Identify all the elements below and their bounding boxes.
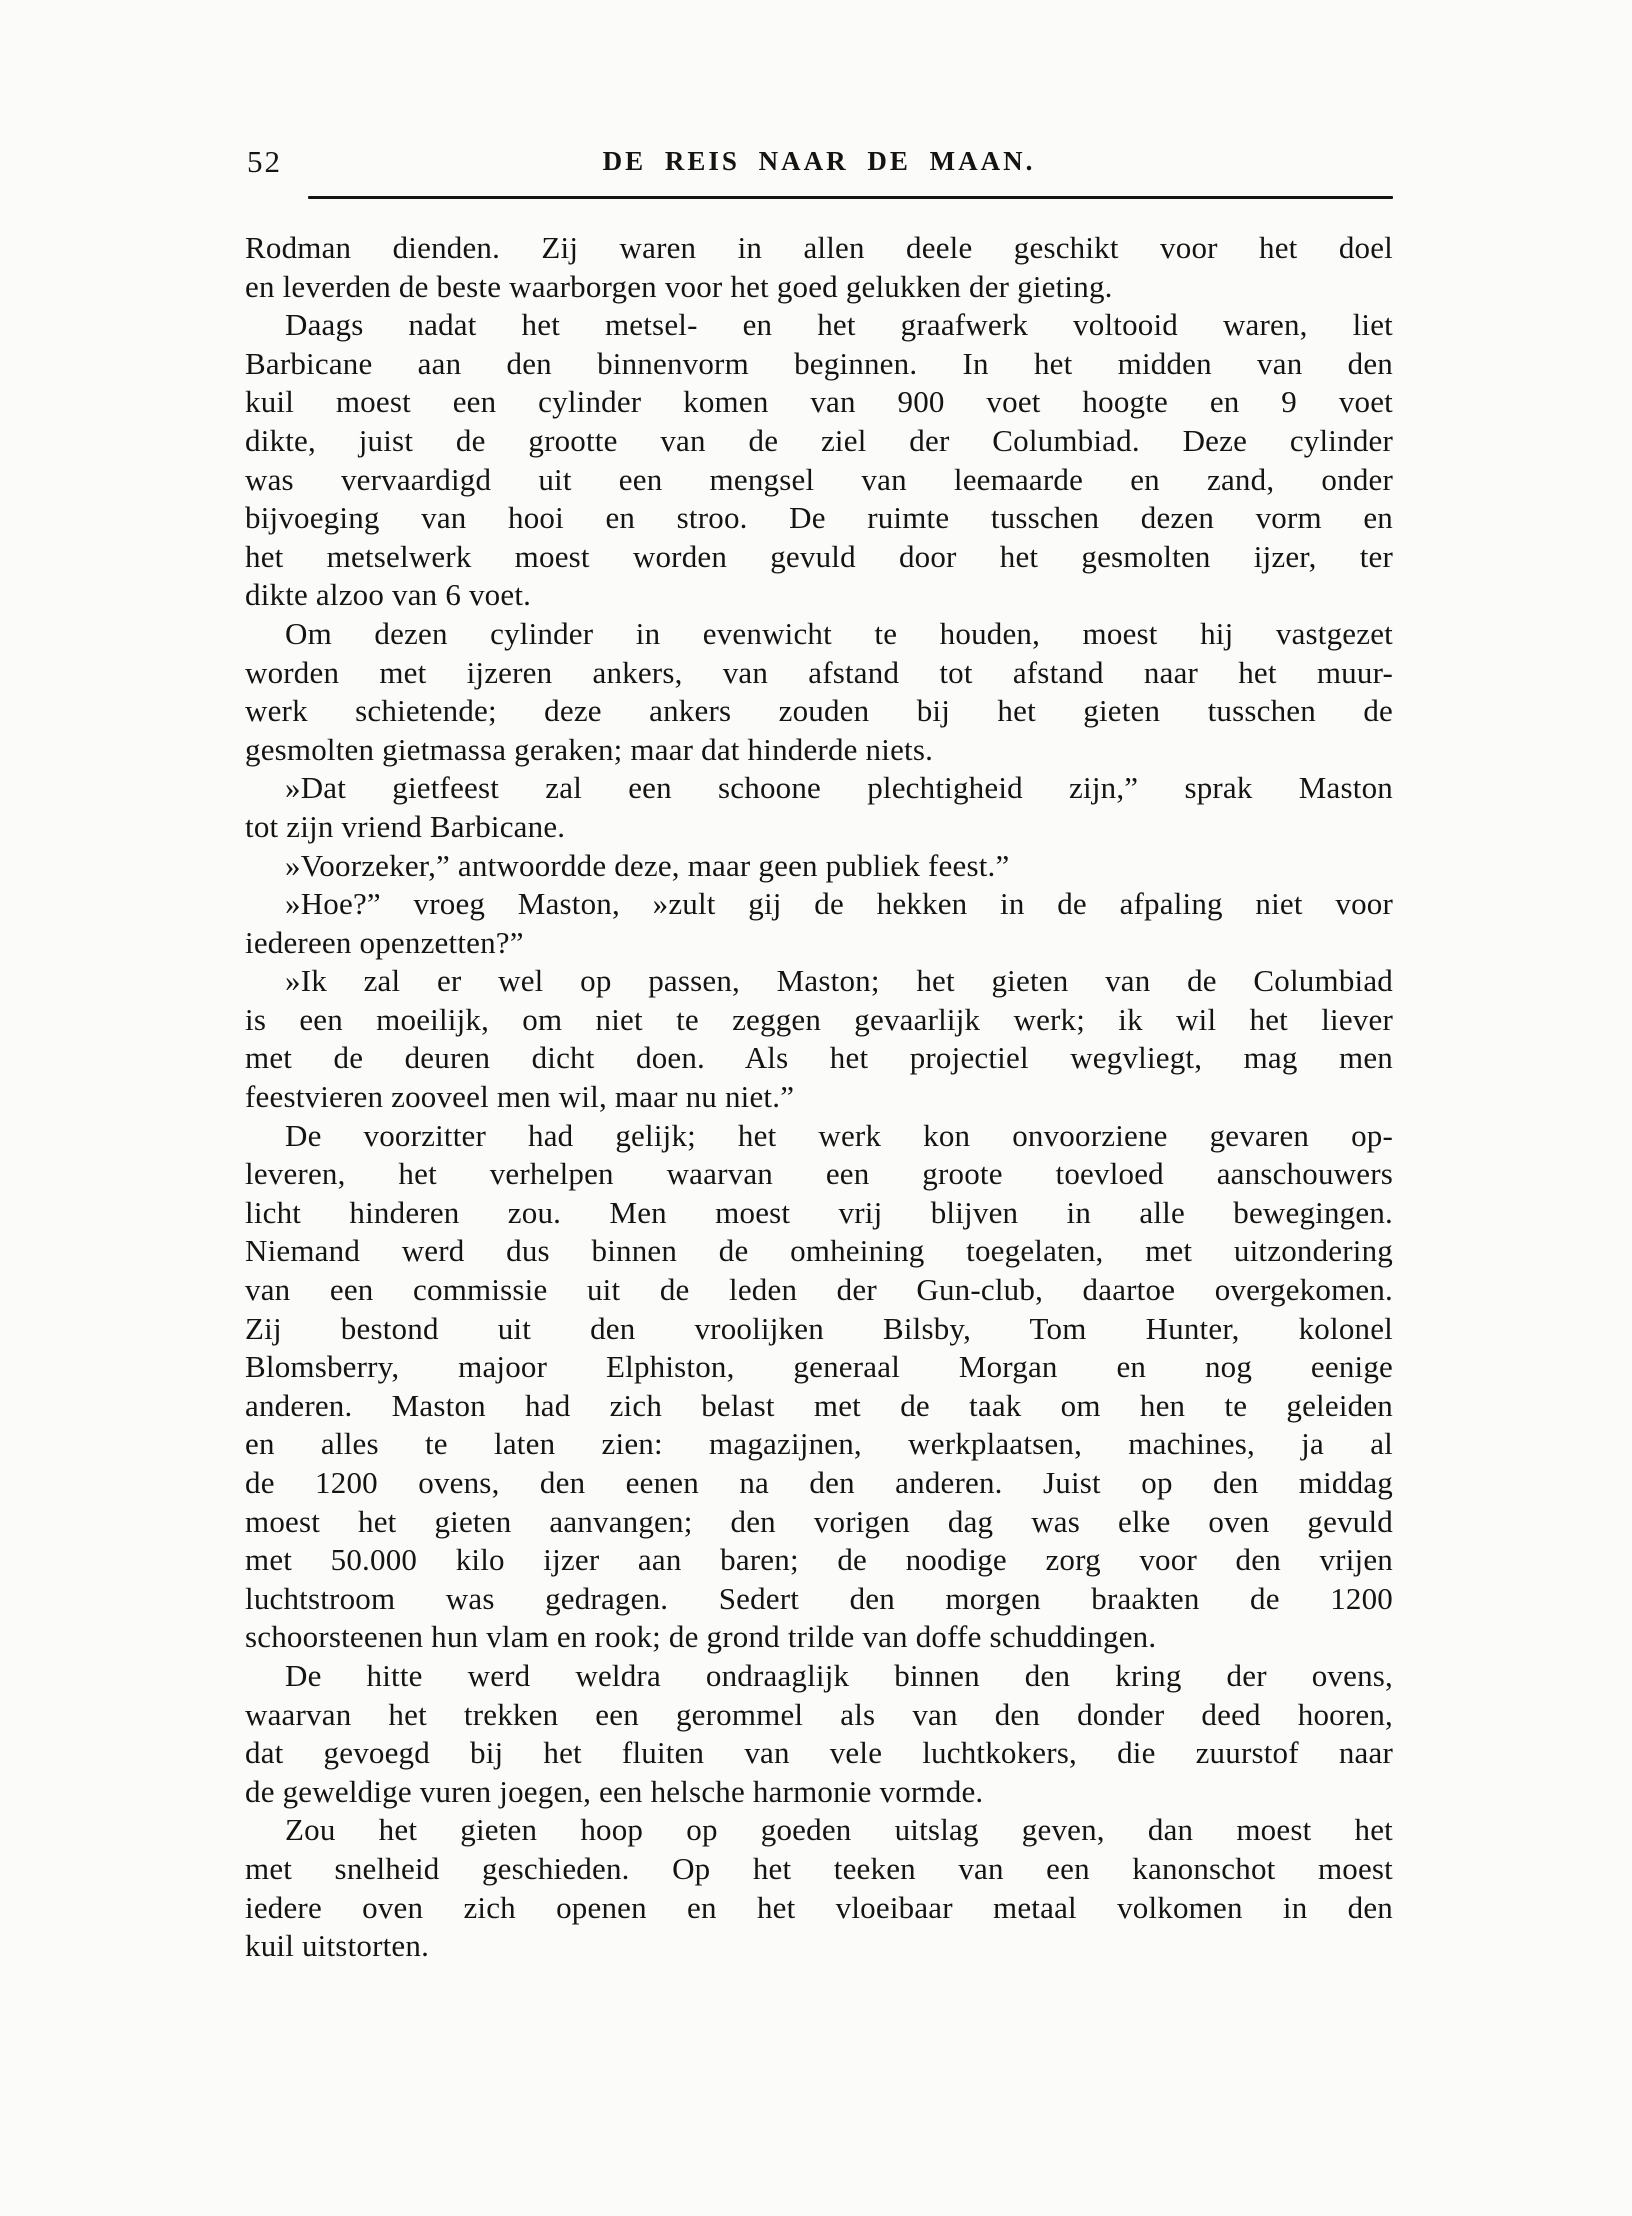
text-line: de geweldige vuren joegen, een helsche harmonie vormde. bbox=[245, 1773, 984, 1809]
page-header bbox=[245, 140, 1393, 186]
text-line: De voorzitter had gelijk; het werk kon onvoorziene gevaren op- bbox=[285, 1117, 1393, 1153]
text-line: dikte alzoo van 6 voet. bbox=[245, 577, 532, 613]
text-line: worden met ijzeren ankers, van afstand tot afstand naar het muur- bbox=[245, 654, 1393, 690]
text-line: »Voorzeker,” antwoordde deze, maar geen publiek feest.” bbox=[285, 847, 1010, 883]
running-title: DE REIS NAAR DE MAAN. bbox=[602, 146, 1036, 176]
paragraph bbox=[245, 847, 1393, 886]
text-line: Niemand werd dus binnen de omheining toegelaten, met uitzondering bbox=[245, 1233, 1393, 1269]
text-line: »Dat gietfeest zal een schoone plechtigheid zijn,” sprak Maston bbox=[285, 770, 1393, 806]
text-line: luchtstroom was gedragen. Sedert den morgen braakten de 1200 bbox=[245, 1580, 1393, 1616]
text-line: was vervaardigd uit een mengsel van leemaarde en zand, onder bbox=[245, 461, 1393, 497]
text-line: bijvoeging van hooi en stroo. De ruimte tusschen dezen vorm en bbox=[245, 500, 1393, 536]
text-line: en alles te laten zien: magazijnen, werkplaatsen, machines, ja al bbox=[245, 1426, 1393, 1462]
text-line: »Ik zal er wel op passen, Maston; het gieten van de Columbiad bbox=[285, 963, 1393, 999]
paragraph bbox=[245, 1657, 1393, 1811]
text-line: dat gevoegd bij het fluiten van vele luchtkokers, die zuurstof naar bbox=[245, 1735, 1393, 1771]
text-line: moest het gieten aanvangen; den vorigen dag was elke oven gevuld bbox=[245, 1503, 1393, 1539]
text-line: licht hinderen zou. Men moest vrij blijven in alle bewegingen. bbox=[245, 1194, 1393, 1230]
text-line: »Hoe?” vroeg Maston, »zult gij de hekken in de afpaling niet voor bbox=[285, 886, 1393, 922]
paragraph bbox=[245, 1117, 1393, 1657]
text-line: gesmolten gietmassa geraken; maar dat hinderde niets. bbox=[245, 731, 934, 767]
text-line: Daags nadat het metsel- en het graafwerk voltooid waren, liet bbox=[285, 307, 1393, 343]
text-line: Om dezen cylinder in evenwicht te houden, moest hij vastgezet bbox=[285, 615, 1393, 651]
text-line: met de deuren dicht doen. Als het projectiel wegvliegt, mag men bbox=[245, 1040, 1393, 1076]
text-line: van een commissie uit de leden der Gun-club, daartoe overgekomen. bbox=[245, 1272, 1393, 1308]
text-line: Zij bestond uit den vroolijken Bilsby, Tom Hunter, kolonel bbox=[245, 1310, 1393, 1346]
header-rule bbox=[308, 196, 1393, 199]
text-line: anderen. Maston had zich belast met de taak om hen te geleiden bbox=[245, 1387, 1393, 1423]
paragraph bbox=[245, 229, 1393, 306]
paragraph bbox=[245, 885, 1393, 962]
text-line: feestvieren zooveel men wil, maar nu niet.” bbox=[245, 1079, 795, 1115]
text-line: kuil uitstorten. bbox=[245, 1928, 430, 1964]
text-line: is een moeilijk, om niet te zeggen gevaarlijk werk; ik wil het liever bbox=[245, 1001, 1393, 1037]
text-line: werk schietende; deze ankers zouden bij het gieten tusschen de bbox=[245, 693, 1393, 729]
paragraph bbox=[245, 962, 1393, 1116]
paragraph bbox=[245, 1811, 1393, 1965]
page-body bbox=[245, 229, 1393, 1966]
paragraph bbox=[245, 769, 1393, 846]
text-line: tot zijn vriend Barbicane. bbox=[245, 808, 566, 844]
text-line: Rodman dienden. Zij waren in allen deele geschikt voor het doel bbox=[245, 230, 1393, 265]
text-line: Blomsberry, majoor Elphiston, generaal Morgan en nog eenige bbox=[245, 1349, 1393, 1385]
text-line: met 50.000 kilo ijzer aan baren; de noodige zorg voor den vrijen bbox=[245, 1542, 1393, 1578]
text-line: iedereen openzetten?” bbox=[245, 924, 524, 960]
text-line: iedere oven zich openen en het vloeibaar metaal volkomen in den bbox=[245, 1889, 1393, 1925]
paragraph bbox=[245, 615, 1393, 769]
paragraph bbox=[245, 306, 1393, 615]
text-line: schoorsteenen hun vlam en rook; de grond trilde van doffe schuddingen. bbox=[245, 1619, 1157, 1655]
text-line: met snelheid geschieden. Op het teeken van een kanonschot moest bbox=[245, 1850, 1393, 1886]
text-line: leveren, het verhelpen waarvan een groote toevloed aanschouwers bbox=[245, 1156, 1393, 1192]
text-line: en leverden de beste waarborgen voor het goed gelukken der gieting. bbox=[245, 268, 1113, 304]
text-line: Zou het gieten hoop op goeden uitslag geven, dan moest het bbox=[285, 1812, 1393, 1848]
text-line: waarvan het trekken een gerommel als van den donder deed hooren, bbox=[245, 1696, 1393, 1732]
text-line: de 1200 ovens, den eenen na den anderen. Juist op den middag bbox=[245, 1465, 1393, 1500]
page-number: 52 bbox=[247, 144, 282, 179]
text-line: het metselwerk moest worden gevuld door het gesmolten ijzer, ter bbox=[245, 538, 1393, 574]
text-line: De hitte werd weldra ondraaglijk binnen den kring der ovens, bbox=[285, 1657, 1393, 1693]
text-line: dikte, juist de grootte van de ziel der Columbiad. Deze cylinder bbox=[245, 422, 1393, 458]
text-line: Barbicane aan den binnenvorm beginnen. In het midden van den bbox=[245, 345, 1393, 381]
text-line: kuil moest een cylinder komen van 900 voet hoogte en 9 voet bbox=[245, 384, 1393, 420]
